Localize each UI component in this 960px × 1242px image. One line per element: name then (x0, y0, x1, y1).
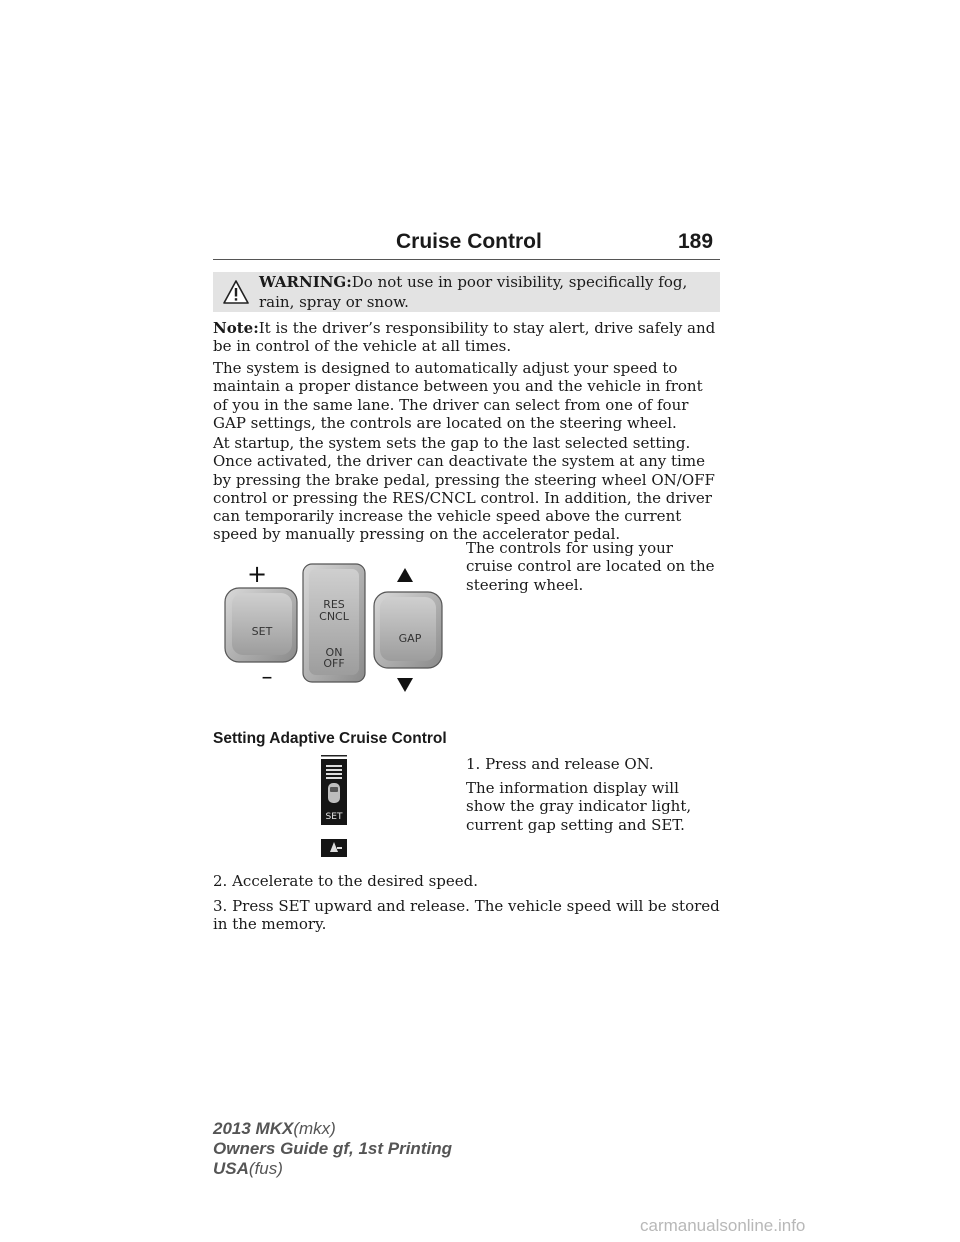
display-set-label: SET (325, 812, 343, 822)
footer-line-2: Owners Guide gf, 1st Printing (213, 1139, 452, 1158)
paragraph-startup: At startup, the system sets the gap to the last selected setting. Once activated, the driver can deactivate the system at any time by pressing the brake pedal, pressing the steering wheel ON/OFF control or pressing the RES/CNCL control. In addition, the driver can temporarily increase the vehicle speed above the current speed by manually pressing on the accelerator pedal. (213, 434, 715, 544)
gap-up-arrow-icon (397, 568, 413, 582)
section-heading: Setting Adaptive Cruise Control (213, 730, 447, 747)
footer-line-1 (213, 1119, 336, 1139)
on-label: ON (325, 646, 343, 659)
car-windshield-icon (330, 787, 338, 792)
acc-display-indicator (321, 755, 347, 859)
res-label: RES (323, 598, 345, 611)
step-2: 2. Accelerate to the desired speed. (213, 872, 479, 890)
warning-text (259, 272, 714, 312)
gap-bar-4 (326, 777, 342, 779)
collision-warning-mark (337, 847, 342, 849)
controls-caption: The controls for using your cruise control are located on the steering wheel. (466, 539, 715, 594)
warning-triangle-icon (223, 280, 249, 304)
set-label: SET (251, 625, 273, 638)
footer-line-3 (213, 1159, 283, 1179)
header-rule (213, 259, 720, 260)
cruise-controls-illustration (222, 560, 448, 696)
page-title: Cruise Control (396, 230, 542, 253)
warning-box (213, 272, 720, 312)
car-icon (328, 783, 340, 803)
plus-symbol: + (246, 560, 268, 588)
footer-model-code: (mkx) (293, 1119, 336, 1138)
paragraph-system: The system is designed to automatically adjust your speed to maintain a proper distance between you and the vehicle in front of you in the same lane. The driver can select from one of four GAP settings, the controls are located on the steering wheel. (213, 359, 703, 432)
page-number: 189 (678, 230, 714, 253)
set-button-face (232, 593, 292, 655)
minus-symbol: – (261, 665, 273, 690)
gap-button-face (380, 597, 436, 661)
gap-bar-1 (326, 765, 342, 767)
note-body: It is the driver’s responsibility to stay alert, drive safely and be in control of the vehicle at all times. (213, 319, 716, 356)
watermark: carmanualsonline.info (640, 1216, 806, 1235)
warning-label: WARNING: (259, 273, 352, 291)
off-label: OFF (323, 657, 345, 670)
gap-down-arrow-icon (397, 678, 413, 692)
gap-bar-2 (326, 769, 342, 771)
cncl-label: CNCL (319, 610, 349, 623)
note-paragraph (213, 319, 721, 356)
footer-model: 2013 MKX (213, 1119, 294, 1138)
gap-bar-3 (326, 773, 342, 775)
note-label: Note: (213, 319, 259, 337)
warning-body: Do not use in poor visibility, specifically fog, rain, spray or snow. (259, 273, 688, 311)
display-top-line (321, 755, 347, 757)
gap-label: GAP (398, 632, 422, 645)
step-1: 1. Press and release ON. (466, 755, 654, 773)
step-3: 3. Press SET upward and release. The vehicle speed will be stored in the memory. (213, 897, 720, 934)
step-1-detail: The information display will show the gray indicator light, current gap setting and SET. (466, 779, 692, 834)
footer-market-code: (fus) (248, 1159, 283, 1178)
footer-market: USA (213, 1159, 249, 1178)
